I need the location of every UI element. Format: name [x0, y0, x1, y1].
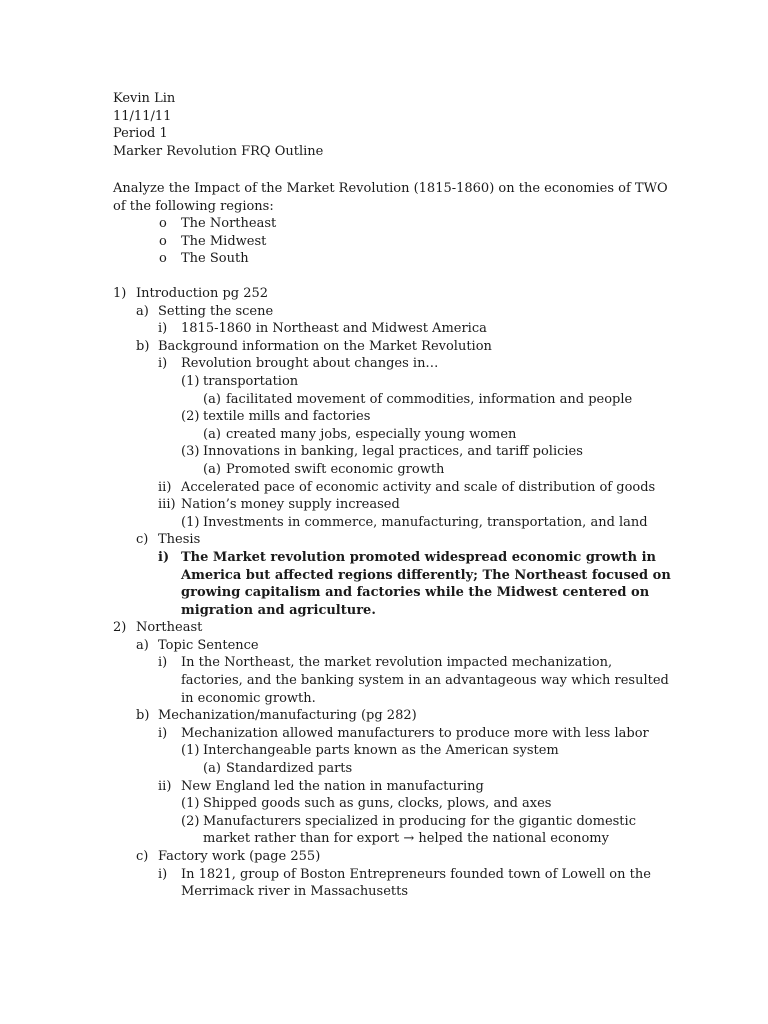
outline-text: Accelerated pace of economic activity and scale of distribution of goods: [181, 479, 656, 495]
outline-item: [113, 848, 673, 866]
outline-text: Thesis: [158, 532, 201, 548]
outline-item: [113, 637, 673, 655]
outline-item: [113, 778, 673, 796]
outline-text: Introduction pg 252: [136, 286, 269, 301]
outline-marker: b): [136, 708, 150, 724]
outline-marker: i): [158, 655, 168, 671]
bullet-icon: o: [159, 251, 167, 267]
outline-text: Promoted swift economic growth: [226, 461, 445, 477]
outline-marker: (1): [181, 796, 200, 812]
outline-marker: 1): [113, 286, 127, 301]
outline-text: New England led the nation in manufacturing: [181, 778, 484, 794]
outline-text: Topic Sentence: [158, 637, 259, 653]
outline-item: [113, 303, 673, 321]
outline-item: [113, 742, 673, 760]
outline-marker: iii): [158, 497, 176, 513]
outline-item: [113, 320, 673, 338]
outline-marker: (a): [203, 761, 221, 777]
outline-item: [113, 373, 673, 391]
document-header: [113, 90, 323, 160]
outline-item: [113, 707, 673, 725]
outline-item: [113, 654, 673, 707]
region-choice: [113, 250, 673, 268]
essay-prompt: [113, 180, 673, 268]
outline-item: [113, 479, 673, 497]
outline-item: [113, 531, 673, 549]
outline-text: Factory work (page 255): [158, 849, 321, 864]
outline-item: [113, 795, 673, 813]
outline-marker: (2): [181, 813, 200, 829]
outline-text: The Market revolution promoted widespread economic growth in America but affected regions differently; The Northeast focused on growing capitalism and factories while the Midwest centered on migration and agriculture.: [181, 549, 671, 618]
document-date: 11/11/11: [113, 108, 172, 124]
outline-marker: ii): [158, 479, 172, 495]
outline-item: [113, 443, 673, 461]
outline-marker: c): [136, 849, 149, 864]
outline-text: 1815-1860 in Northeast and Midwest America: [181, 321, 487, 337]
outline-marker: (2): [181, 409, 200, 425]
outline-item: [113, 496, 673, 514]
outline-item: [113, 725, 673, 743]
outline-item: [113, 813, 673, 848]
outline-marker: a): [136, 303, 149, 319]
region-label: The South: [181, 251, 249, 267]
outline-item: [113, 426, 673, 444]
outline-marker: (3): [181, 444, 200, 460]
outline-item: [113, 866, 673, 901]
outline-text: Background information on the Market Revolution: [158, 338, 492, 354]
outline-item: [113, 391, 673, 409]
outline-item: [113, 619, 673, 637]
bullet-icon: o: [159, 216, 167, 232]
outline-text: Revolution brought about changes in…: [181, 356, 439, 372]
outline-text: Manufacturers specialized in producing for the gigantic domestic market rather than for export → helped the national economy: [203, 813, 636, 847]
outline-marker: (1): [181, 743, 200, 759]
outline-text: textile mills and factories: [203, 409, 371, 425]
author-name: Kevin Lin: [113, 91, 176, 106]
outline-text: Interchangeable parts known as the American system: [203, 743, 559, 759]
outline-marker: i): [158, 356, 168, 372]
outline-marker: ii): [158, 778, 172, 794]
outline-item: [113, 408, 673, 426]
class-period: Period 1: [113, 126, 168, 142]
outline-marker: i): [158, 321, 168, 337]
outline-text: created many jobs, especially young women: [226, 426, 517, 442]
bullet-icon: o: [159, 233, 167, 249]
region-label: The Midwest: [181, 233, 267, 249]
outline-text: Innovations in banking, legal practices, and tariff policies: [203, 444, 583, 460]
outline-text: facilitated movement of commodities, information and people: [226, 391, 633, 407]
outline-marker: i): [158, 725, 168, 741]
outline-text: Shipped goods such as guns, clocks, plows, and axes: [203, 796, 552, 812]
outline-marker: i): [158, 866, 168, 882]
outline-text: Investments in commerce, manufacturing, transportation, and land: [203, 514, 648, 530]
outline-marker: (1): [181, 373, 200, 389]
region-choices: [113, 215, 673, 268]
outline-text: In the Northeast, the market revolution impacted mechanization, factories, and the banking system in an advantageous way which resulted in economic growth.: [181, 655, 669, 706]
outline-text: Standardized parts: [226, 761, 353, 777]
outline-marker: 2): [113, 620, 127, 636]
frq-outline: [113, 285, 673, 901]
outline-item: [113, 285, 673, 303]
outline-item: [113, 355, 673, 373]
outline-text: Setting the scene: [158, 303, 274, 319]
outline-marker: (a): [203, 391, 221, 407]
outline-item: [113, 461, 673, 479]
outline-marker: (a): [203, 426, 221, 442]
outline-text: Mechanization/manufacturing (pg 282): [158, 708, 417, 724]
prompt-text: Analyze the Impact of the Market Revolution (1815-1860) on the economies of TWO of the following regions:: [113, 181, 668, 214]
thesis-statement: [113, 549, 673, 619]
outline-marker: b): [136, 338, 150, 354]
outline-text: Mechanization allowed manufacturers to produce more with less labor: [181, 725, 649, 741]
region-label: The Northeast: [181, 216, 277, 232]
outline-text: Nation’s money supply increased: [181, 497, 400, 513]
outline-marker: c): [136, 532, 149, 548]
region-choice: [113, 233, 673, 251]
document-title: Marker Revolution FRQ Outline: [113, 143, 324, 159]
outline-marker: (1): [181, 514, 200, 530]
outline-text: Northeast: [136, 620, 203, 636]
outline-marker: (a): [203, 461, 221, 477]
outline-item: [113, 514, 673, 532]
outline-item: [113, 338, 673, 356]
outline-marker: a): [136, 637, 149, 653]
outline-text: In 1821, group of Boston Entrepreneurs founded town of Lowell on the Merrimack river in Massachusetts: [181, 866, 651, 900]
region-choice: [113, 215, 673, 233]
outline-marker: i): [158, 549, 170, 565]
outline-item: [113, 760, 673, 778]
outline-text: transportation: [203, 373, 299, 389]
